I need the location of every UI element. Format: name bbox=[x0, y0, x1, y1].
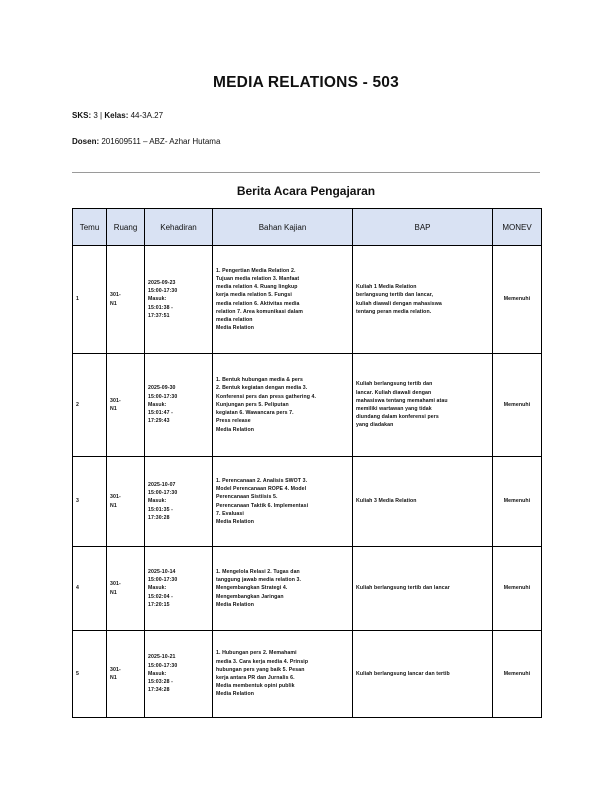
cell-kehadiran bbox=[145, 246, 213, 354]
cell-bap-line: memiliki wartawan yang tidak bbox=[356, 406, 432, 412]
cell-temu: 4 bbox=[73, 547, 107, 631]
cell-kehadiran-line: 15:03:28 - bbox=[148, 679, 173, 686]
cell-bahan-kajian-line: 1. Pengertian Media Relation 2. bbox=[216, 267, 296, 274]
cell-bap-line: kuliah diawali dengan mahasiswa bbox=[356, 300, 442, 307]
cell-bahan-kajian-line: 1. Bentuk hubungan media & pers bbox=[216, 377, 303, 384]
cell-bap-line: Kuliah berlangsung tertib dan bbox=[356, 381, 433, 388]
document-title: MEDIA RELATIONS - 503 bbox=[213, 74, 399, 91]
cell-bahan-kajian-line: Perencanaan Sistiisis 5. bbox=[216, 494, 278, 501]
cell-bap bbox=[353, 457, 493, 547]
cell-bahan-kajian bbox=[213, 547, 353, 631]
cell-kehadiran-line: 15:00-17:30 bbox=[148, 288, 178, 295]
separator: | bbox=[100, 111, 103, 120]
dosen-label: Dosen: bbox=[72, 137, 100, 146]
cell-kehadiran-line: 2025-10-14 bbox=[148, 568, 176, 575]
cell-bahan-kajian-line: tanggung jawab media relation 3. bbox=[216, 577, 302, 584]
table-row bbox=[73, 354, 542, 457]
cell-ruang-line: N1 bbox=[110, 300, 117, 307]
cell-bap-line: tentang peran media relation. bbox=[356, 308, 432, 315]
cell-kehadiran bbox=[145, 547, 213, 631]
header-kehadiran: Kehadiran bbox=[145, 209, 213, 246]
lecturer-info bbox=[72, 137, 220, 146]
cell-bahan-kajian-line: Kunjungan pers 5. Peliputan bbox=[216, 401, 289, 408]
cell-bahan-kajian-line: Konferensi pers dan press gathering 4. bbox=[216, 393, 317, 400]
cell-bahan-kajian-line: kegiatan 6. Wawancara pers 7. bbox=[216, 410, 294, 417]
cell-kehadiran bbox=[145, 354, 213, 457]
cell-bahan-kajian-line: Media Relation bbox=[216, 691, 255, 698]
cell-ruang bbox=[107, 246, 145, 354]
cell-kehadiran-line: Masuk: bbox=[148, 296, 167, 303]
header-temu: Temu bbox=[73, 209, 107, 246]
cell-bap-line: yang diadakan bbox=[356, 422, 394, 429]
kelas-label: Kelas: bbox=[104, 111, 129, 120]
cell-bap bbox=[353, 354, 493, 457]
cell-bahan-kajian bbox=[213, 354, 353, 457]
cell-bahan-kajian-line: media relation 6. Aktivitas media bbox=[216, 300, 300, 307]
cell-bahan-kajian-line: Tujuan media relation 3. Manfaat bbox=[216, 275, 300, 282]
cell-ruang-line: N1 bbox=[110, 675, 117, 681]
cell-ruang-line: 301- bbox=[110, 292, 121, 299]
cell-bap-line: Kuliah 3 Media Relation bbox=[356, 498, 417, 505]
cell-kehadiran-line: 17:29:43 bbox=[148, 418, 170, 425]
cell-kehadiran-line: 2025-10-07 bbox=[148, 481, 176, 488]
cell-ruang-line: N1 bbox=[110, 406, 117, 412]
cell-monev: Memenuhi bbox=[493, 354, 542, 457]
cell-kehadiran-line: 15:01:35 - bbox=[148, 506, 173, 513]
cell-kehadiran-line: 15:00-17:30 bbox=[148, 662, 178, 669]
header-monev: MONEV bbox=[493, 209, 542, 246]
cell-bahan-kajian-line: Press release bbox=[216, 418, 251, 425]
cell-kehadiran-line: 17:20:15 bbox=[148, 601, 170, 608]
cell-bap-line: diundang dalam konferensi pers bbox=[356, 414, 439, 421]
cell-kehadiran-line: 15:00-17:30 bbox=[148, 393, 178, 400]
cell-bap-line: Kuliah berlangsung lancar dan tertib bbox=[356, 670, 450, 677]
cell-bahan-kajian-line: Media Relation bbox=[216, 601, 255, 608]
cell-kehadiran bbox=[145, 457, 213, 547]
cell-ruang-line: N1 bbox=[110, 502, 117, 509]
cell-bahan-kajian-line: Mengembangkan Strategi 4. bbox=[216, 585, 288, 592]
cell-ruang-line: 301- bbox=[110, 397, 121, 404]
cell-ruang-line: 301- bbox=[110, 581, 121, 588]
header-bahan-kajian: Bahan Kajian bbox=[213, 209, 353, 246]
cell-bahan-kajian-line: Media Relation bbox=[216, 426, 255, 433]
cell-kehadiran bbox=[145, 631, 213, 718]
cell-bap-line: Kuliah 1 Media Relation bbox=[356, 284, 417, 291]
cell-bahan-kajian-line: kerja antara PR dan Jurnalis 6. bbox=[216, 675, 295, 681]
cell-bahan-kajian bbox=[213, 457, 353, 547]
header-ruang: Ruang bbox=[107, 209, 145, 246]
cell-ruang bbox=[107, 354, 145, 457]
cell-kehadiran-line: 2025-10-21 bbox=[148, 654, 176, 661]
sks-value: 3 bbox=[93, 111, 98, 120]
cell-kehadiran-line: 15:01:47 - bbox=[148, 410, 173, 417]
cell-bahan-kajian-line: 2. Bentuk kegiatan dengan media 3. bbox=[216, 385, 308, 392]
header-bap: BAP bbox=[353, 209, 493, 246]
cell-bap-line: Kuliah berlangsung tertib dan lancar bbox=[356, 585, 450, 592]
cell-kehadiran-line: 2025-09-23 bbox=[148, 279, 176, 286]
bap-table bbox=[72, 208, 542, 718]
cell-monev: Memenuhi bbox=[493, 246, 542, 354]
cell-kehadiran-line: 17:37:51 bbox=[148, 312, 170, 319]
cell-kehadiran-line: Masuk: bbox=[148, 498, 167, 505]
cell-temu: 2 bbox=[73, 354, 107, 457]
table-row bbox=[73, 631, 542, 718]
cell-bahan-kajian-line: Media Relation bbox=[216, 518, 255, 525]
cell-kehadiran-line: Masuk: bbox=[148, 401, 167, 408]
kelas-value: 44-3A.27 bbox=[130, 111, 164, 120]
sks-label: SKS: bbox=[72, 111, 92, 120]
cell-bap-line: mahasiswa tentang memahami atau bbox=[356, 397, 448, 404]
cell-bahan-kajian-line: Media membentuk opini publik bbox=[216, 683, 295, 690]
table-header-row bbox=[73, 209, 542, 246]
cell-bap bbox=[353, 246, 493, 354]
cell-kehadiran-line: 17:34:28 bbox=[148, 687, 170, 694]
cell-bahan-kajian-line: Model Perencanaan ROPE 4. Model bbox=[216, 486, 307, 493]
cell-bahan-kajian-line: 1. Hubungan pers 2. Memahami bbox=[216, 650, 297, 657]
cell-ruang-line: 301- bbox=[110, 494, 121, 501]
cell-bahan-kajian bbox=[213, 631, 353, 718]
cell-ruang bbox=[107, 547, 145, 631]
cell-bap-line: lancar. Kuliah diawali dengan bbox=[356, 389, 432, 396]
cell-ruang-line: N1 bbox=[110, 589, 117, 596]
cell-bap-line: berlangsung tertib dan lancar, bbox=[356, 292, 434, 299]
cell-bahan-kajian-line: media relation 4. Ruang lingkup bbox=[216, 284, 298, 291]
cell-ruang-line: 301- bbox=[110, 666, 121, 673]
cell-kehadiran-line: 17:30:28 bbox=[148, 514, 170, 521]
cell-kehadiran-line: 15:00-17:30 bbox=[148, 490, 178, 497]
cell-kehadiran-line: 15:02:04 - bbox=[148, 593, 173, 600]
table-row bbox=[73, 457, 542, 547]
table-row bbox=[73, 547, 542, 631]
cell-bahan-kajian-line: relation 7. Area komunikasi dalam bbox=[216, 308, 304, 315]
table-row bbox=[73, 246, 542, 354]
divider bbox=[72, 172, 540, 173]
cell-kehadiran-line: Masuk: bbox=[148, 585, 167, 592]
cell-kehadiran-line: 15:01:38 - bbox=[148, 304, 173, 311]
section-title: Berita Acara Pengajaran bbox=[236, 184, 376, 198]
cell-bahan-kajian-line: media relation bbox=[216, 316, 253, 323]
cell-bap bbox=[353, 631, 493, 718]
dosen-value: 201609511 – ABZ- Azhar Hutama bbox=[101, 137, 221, 146]
cell-monev: Memenuhi bbox=[493, 457, 542, 547]
cell-bahan-kajian-line: media 3. Cara kerja media 4. Prinsip bbox=[216, 658, 309, 665]
cell-bahan-kajian-line: 1. Perencanaan 2. Analisis SWOT 3. bbox=[216, 477, 308, 484]
cell-temu: 1 bbox=[73, 246, 107, 354]
cell-bahan-kajian-line: Perencanaan Taktik 6. Implementasi bbox=[216, 502, 309, 509]
cell-bahan-kajian-line: kerja media relation 5. Fungsi bbox=[216, 292, 292, 299]
cell-kehadiran-line: 2025-09-30 bbox=[148, 385, 176, 392]
cell-bahan-kajian-line: 1. Mengelola Relasi 2. Tugas dan bbox=[216, 568, 300, 575]
cell-monev: Memenuhi bbox=[493, 547, 542, 631]
cell-kehadiran-line: 15:00-17:30 bbox=[148, 577, 178, 584]
cell-bap bbox=[353, 547, 493, 631]
cell-bahan-kajian bbox=[213, 246, 353, 354]
cell-kehadiran-line: Masuk: bbox=[148, 670, 167, 677]
cell-bahan-kajian-line: hubungan pers yang baik 5. Pesan bbox=[216, 666, 305, 673]
course-info bbox=[72, 111, 163, 120]
cell-bahan-kajian-line: Media Relation bbox=[216, 325, 255, 332]
cell-bahan-kajian-line: Mengembangkan Jaringan bbox=[216, 593, 284, 600]
cell-ruang bbox=[107, 457, 145, 547]
cell-ruang bbox=[107, 631, 145, 718]
cell-temu: 3 bbox=[73, 457, 107, 547]
cell-monev: Memenuhi bbox=[493, 631, 542, 718]
cell-bahan-kajian-line: 7. Evaluasi bbox=[216, 510, 244, 517]
cell-temu: 5 bbox=[73, 631, 107, 718]
